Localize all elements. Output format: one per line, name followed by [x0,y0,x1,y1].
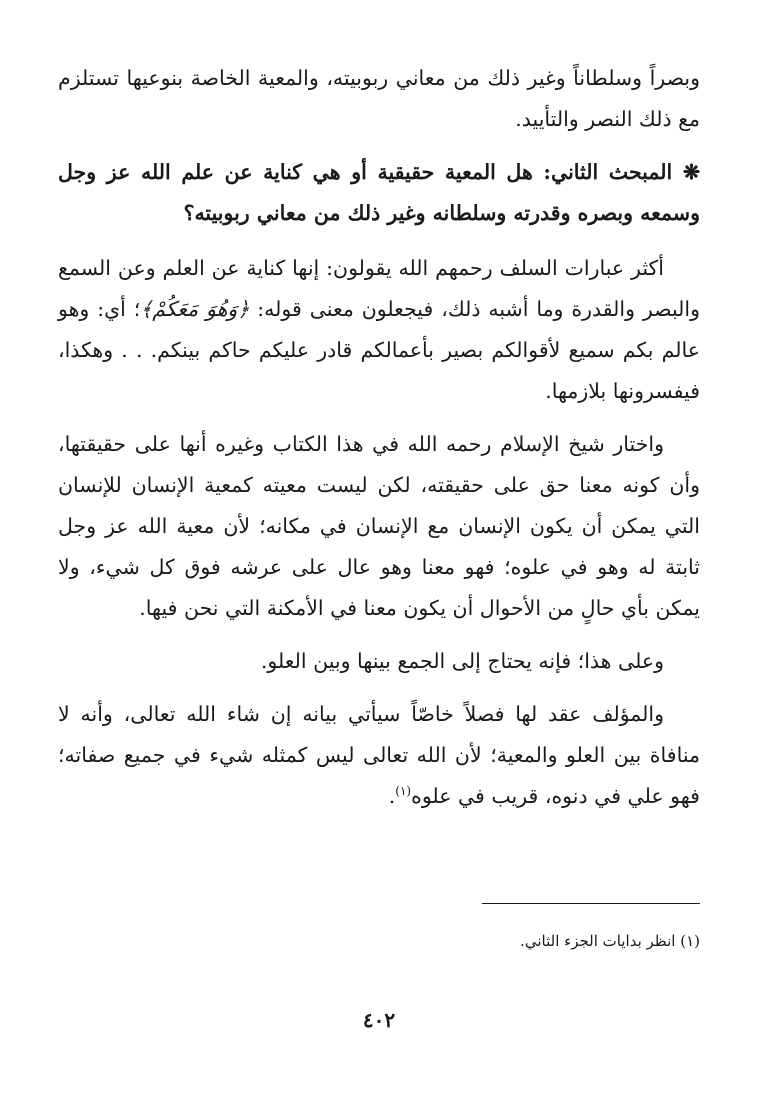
section-heading: ❋ المبحث الثاني: هل المعية حقيقية أو هي كناية عن علم الله عز وجل وسمعه وبصره وقدرته وسلطانه وغير ذلك من معاني ربوبيته؟ [58,160,700,225]
footnote-marker: (١) [680,932,700,950]
footnote-text: انظر بدايات الجزء الثاني. [520,932,676,950]
paragraph-text: ؛ أي: وهو عالم بكم سميع لأقوالكم بصير بأعمالكم قادر عليكم حاكم بينكم. . . وهكذا، فيفسرونها بلازمها. [58,297,700,403]
paragraph-continuation: وبصراً وسلطاناً وغير ذلك من معاني ربوبيته، والمعية الخاصة بنوعيها تستلزم مع ذلك النصر والتأييد. [58,66,700,131]
footnote-reference[interactable]: (١) [395,784,412,799]
page-number: ٤٠٢ [362,1008,396,1032]
footnote-divider [482,903,700,904]
paragraph-text: والمؤلف عقد لها فصلاً خاصّاً سيأتي بيانه إن شاء الله تعالى، وأنه لا منافاة بين العلو والمعية؛ لأن الله تعالى ليس كمثله شيء في جميع صفاته؛ فهو علي في دنوه، قريب في علوه [58,702,700,808]
paragraph-reconciliation: وعلى هذا؛ فإنه يحتاج إلى الجمع بينها وبين العلو. [260,649,664,673]
paragraph-sheikh-opinion: واختار شيخ الإسلام رحمه الله في هذا الكتاب وغيره أنها على حقيقتها، وأن كونه معنا حق على حقيقته، لكن ليست معيته كمعية الإنسان للإنسان التي يمكن أن يكون الإنسان مع الإنسان في مكانه؛ لأن معية الله عز وجل ثابتة له وهو في علوه؛ فهو معنا وهو عال على عرشه فوق كل شيء، ولا يمكن بأي حالٍ من الأحوال أن يكون معنا في الأمكنة التي نحن فيها. [58,432,700,620]
paragraph-salaf-opinion [58,248,700,412]
footnote [58,928,700,954]
quran-verse: ﴿وَهُوَ مَعَكُمْ﴾ [140,297,250,321]
paragraph-end: . [388,784,396,808]
main-text [58,58,700,829]
paragraph-author-chapter [58,694,700,817]
paragraph-text: أكثر عبارات السلف رحمهم الله يقولون: إنها كناية عن العلم وعن السمع والبصر والقدرة وما أشبه ذلك، فيجعلون معنى قوله: [58,256,700,321]
